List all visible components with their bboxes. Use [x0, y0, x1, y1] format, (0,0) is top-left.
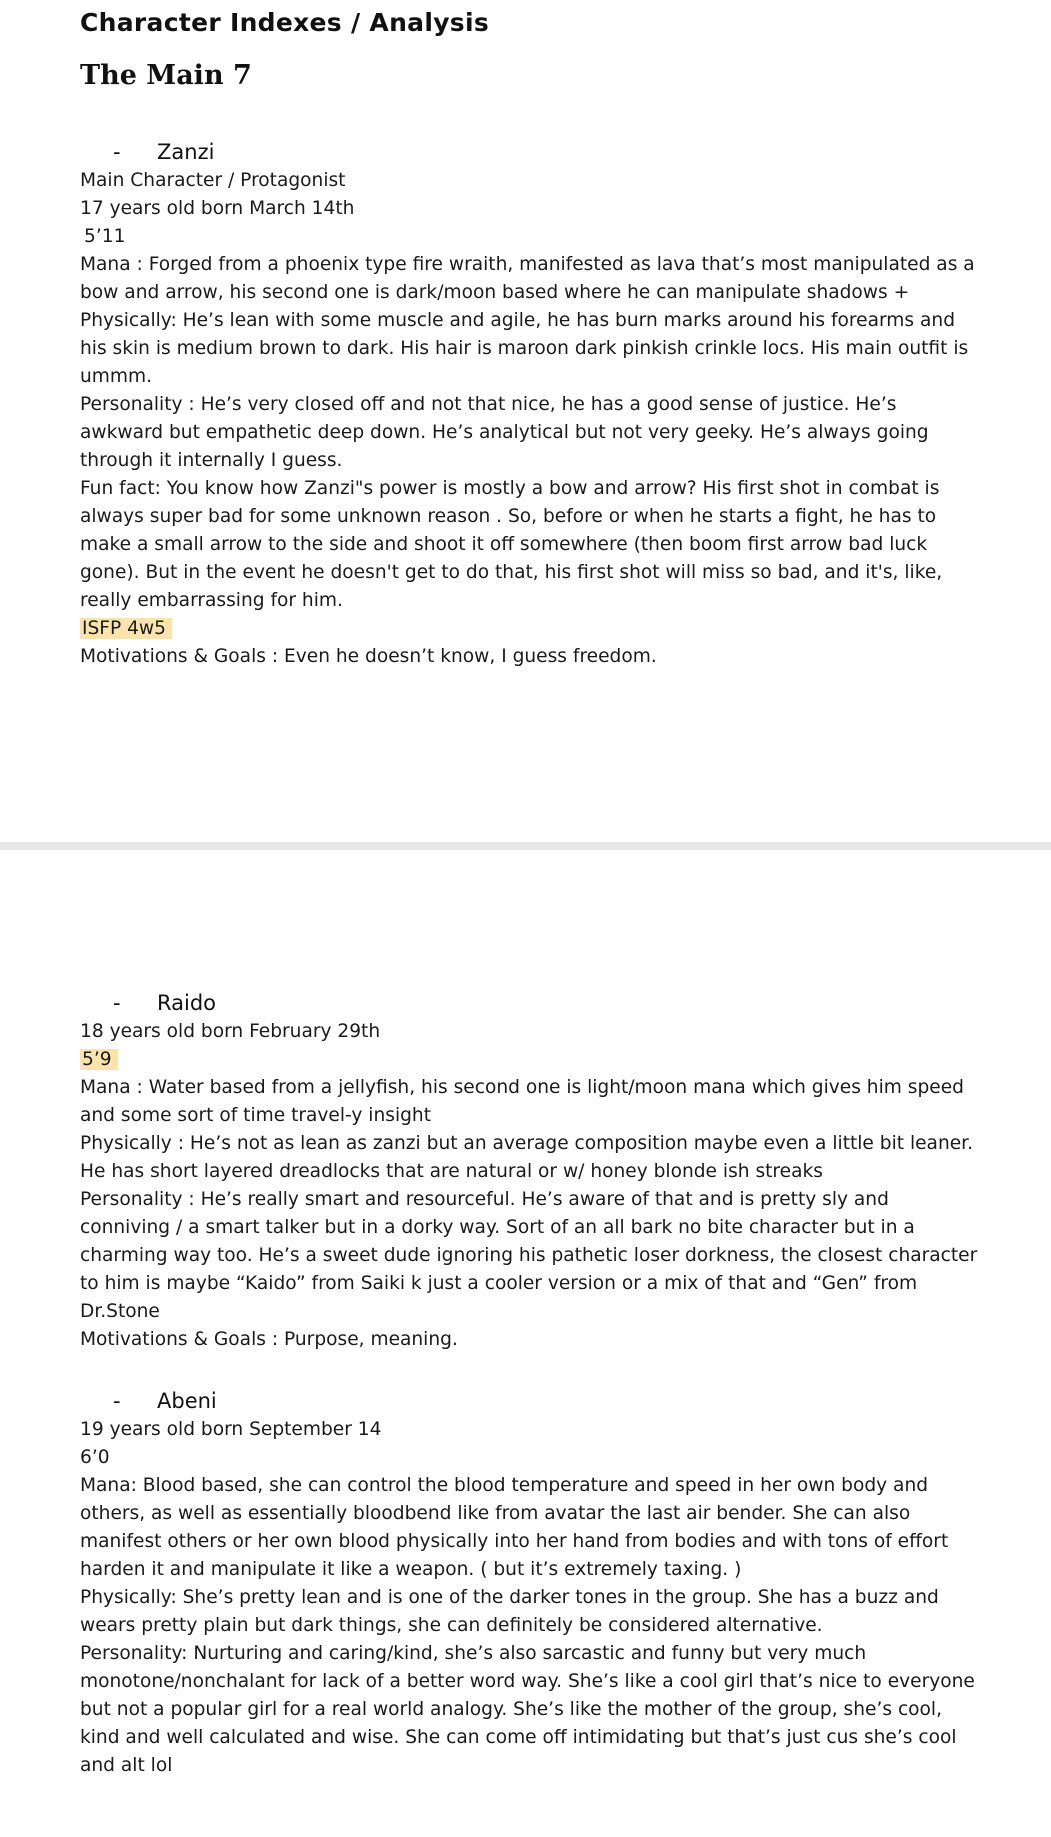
character-height: 6’0 — [80, 1447, 110, 1468]
character-entry-zanzi — [80, 137, 980, 671]
character-height: 5’11 — [84, 226, 126, 247]
character-name: Abeni — [157, 1389, 217, 1413]
character-entry-raido — [80, 988, 980, 1354]
highlighted-text: ISFP 4w5 — [80, 618, 172, 639]
character-name: Raido — [157, 991, 217, 1015]
character-role: Main Character / Protagonist — [80, 170, 346, 191]
page-divider — [0, 842, 1051, 850]
character-mana: Mana : Forged from a phoenix type fire wraith, manifested as lava that’s most manipulated as a bow and arrow, his second one is dark/moon based where he can manipulate shadows + — [80, 254, 975, 303]
character-age: 19 years old born September 14 — [80, 1419, 382, 1440]
character-mana: Mana : Water based from a jellyfish, his second one is light/moon mana which gives him speed and some sort of time travel-y insight — [80, 1077, 964, 1126]
character-physically: Physically : He’s not as lean as zanzi but an average composition maybe even a little bit leaner. He has short layered dreadlocks that are natural or w/ honey blonde ish streaks — [80, 1133, 974, 1182]
character-name-row — [80, 137, 980, 167]
character-height — [80, 1046, 980, 1074]
document-page-1 — [0, 0, 1051, 842]
section-heading: The Main 7 — [80, 60, 252, 91]
document-page-2 — [0, 850, 1051, 1837]
character-motivations: Motivations & Goals : Even he doesn’t know, I guess freedom. — [80, 646, 657, 667]
character-age: 18 years old born February 29th — [80, 1021, 381, 1042]
character-name: Zanzi — [157, 140, 215, 164]
character-type — [80, 615, 980, 643]
character-personality: Personality : He’s really smart and resourceful. He’s aware of that and is pretty sly and conniving / a smart talker but in a dorky way. Sort of an all bark no bite character but in a charming way too. He’s a sweet dude ignoring his pathetic loser dorkness, the closest character to him is maybe “Kaido” from Saiki k just a cooler version or a mix of that and “Gen” from Dr.Stone — [80, 1189, 978, 1322]
character-entry-abeni — [80, 1386, 980, 1780]
document-title: Character Indexes / Analysis — [80, 8, 490, 37]
highlighted-text: 5’9 — [80, 1049, 118, 1070]
list-bullet: - — [113, 991, 121, 1015]
character-motivations: Motivations & Goals : Purpose, meaning. — [80, 1329, 458, 1350]
list-bullet: - — [113, 140, 121, 164]
list-bullet: - — [113, 1389, 121, 1413]
character-fun-fact: Fun fact: You know how Zanzi"s power is mostly a bow and arrow? His first shot in combat is always super bad for some unknown reason . So, before or when he starts a fight, he has to make a small arrow to the side and shoot it off somewhere (then boom first arrow bad luck gone). But in the event he doesn't get to do that, his first shot will miss so bad, and it's, like, really embarrassing for him. — [80, 478, 943, 611]
character-physically: Physically: She’s pretty lean and is one of the darker tones in the group. She has a buzz and wears pretty plain but dark things, she can definitely be considered alternative. — [80, 1587, 939, 1636]
character-physically: Physically: He’s lean with some muscle and agile, he has burn marks around his forearms and his skin is medium brown to dark. His hair is maroon dark pinkish crinkle locs. His main outfit is ummm. — [80, 310, 969, 387]
character-name-row — [80, 988, 980, 1018]
character-name-row — [80, 1386, 980, 1416]
character-personality: Personality: Nurturing and caring/kind, she’s also sarcastic and funny but very much monotone/nonchalant for lack of a better word way. She’s like a cool girl that’s nice to everyone but not a popular girl for a real world analogy. She’s like the mother of the group, she’s cool, kind and well calculated and wise. She can come off intimidating but that’s just cus she’s cool and alt lol — [80, 1643, 975, 1776]
character-personality: Personality : He’s very closed off and not that nice, he has a good sense of justice. He’s awkward but empathetic deep down. He’s analytical but not very geeky. He’s always going through it internally I guess. — [80, 394, 929, 471]
character-age: 17 years old born March 14th — [80, 198, 355, 219]
character-mana: Mana: Blood based, she can control the blood temperature and speed in her own body and others, as well as essentially bloodbend like from avatar the last air bender. She can also manifest others or her own blood physically into her hand from bodies and with tons of effort harden it and manipulate it like a weapon. ( but it’s extremely taxing. ) — [80, 1475, 949, 1580]
